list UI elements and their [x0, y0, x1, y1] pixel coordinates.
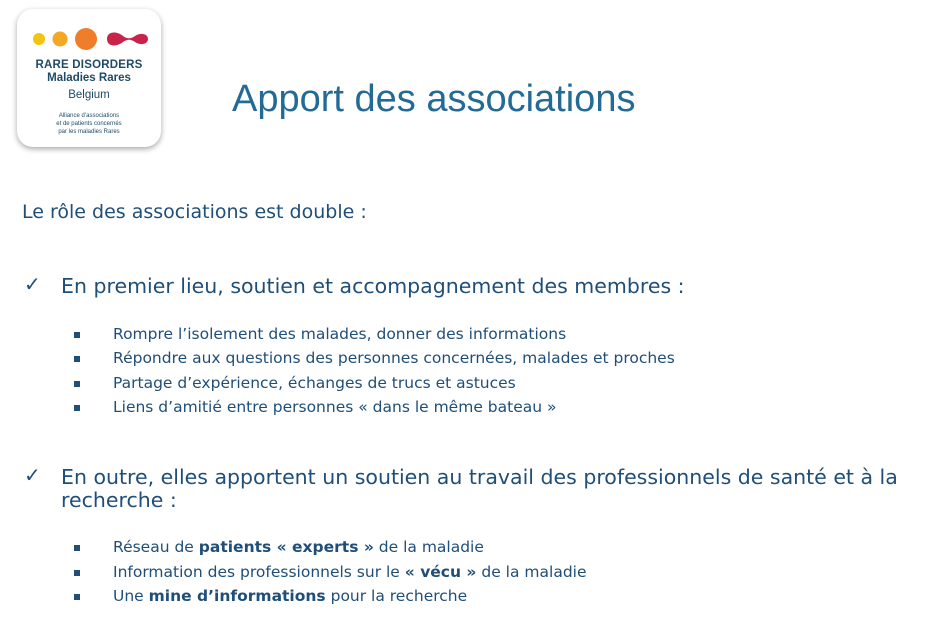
- list-item: [113, 538, 484, 556]
- list-item: Répondre aux questions des personnes concernées, malades et proches: [113, 349, 675, 367]
- section-heading-1: En premier lieu, soutien et accompagnement des membres :: [61, 274, 685, 298]
- list-item-emphasis: « vécu »: [404, 563, 477, 581]
- square-bullet-icon: [74, 356, 80, 362]
- list-item-text: de la maladie: [373, 538, 484, 556]
- page-title: Apport des associations: [232, 78, 636, 120]
- list-item-emphasis: mine d’informations: [148, 587, 326, 605]
- list-item-text: pour la recherche: [325, 587, 468, 605]
- logo-name-line3: Belgium: [68, 89, 110, 101]
- logo-dot-yellow: [33, 33, 45, 45]
- logo-dot-large-orange: [75, 28, 97, 50]
- list-item: Rompre l’isolement des malades, donner des informations: [113, 325, 567, 343]
- logo-tagline-2: et de patients concernés: [56, 121, 122, 127]
- logo-tagline-1: Alliance d’associations: [58, 113, 120, 119]
- logo-tagline-3: par les maladies Rares: [58, 129, 120, 135]
- list-item-emphasis: patients « experts »: [198, 538, 374, 556]
- list-item-text: de la maladie: [476, 563, 587, 581]
- section-heading-2: En outre, elles apportent un soutien au travail des professionnels de santé et à la recherche :: [61, 465, 898, 512]
- list-item: [113, 587, 467, 605]
- list-item: [113, 563, 587, 581]
- square-bullet-icon: [74, 594, 80, 600]
- list-item-text: Information des professionnels sur le: [113, 563, 405, 581]
- list-item-text: Réseau de: [113, 538, 199, 556]
- square-bullet-icon: [74, 332, 80, 338]
- intro-text: Le rôle des associations est double :: [22, 201, 367, 223]
- logo-dots-icon: [17, 9, 161, 59]
- checkmark-icon: ✓: [24, 272, 41, 296]
- square-bullet-icon: [74, 381, 80, 387]
- square-bullet-icon: [74, 545, 80, 551]
- logo-name-line1: RARE DISORDERS: [35, 59, 143, 71]
- checkmark-icon: ✓: [24, 463, 41, 487]
- square-bullet-icon: [74, 405, 80, 411]
- logo-name-line2: Maladies Rares: [47, 72, 131, 84]
- list-item: Partage d’expérience, échanges de trucs et astuces: [113, 374, 516, 392]
- list-item: Liens d’amitié entre personnes « dans le même bateau »: [113, 398, 557, 416]
- list-item-text: Une: [113, 587, 149, 605]
- logo-red-shape: [107, 33, 148, 46]
- logo: [17, 9, 161, 147]
- square-bullet-icon: [74, 570, 80, 576]
- logo-dot-orange: [53, 32, 68, 47]
